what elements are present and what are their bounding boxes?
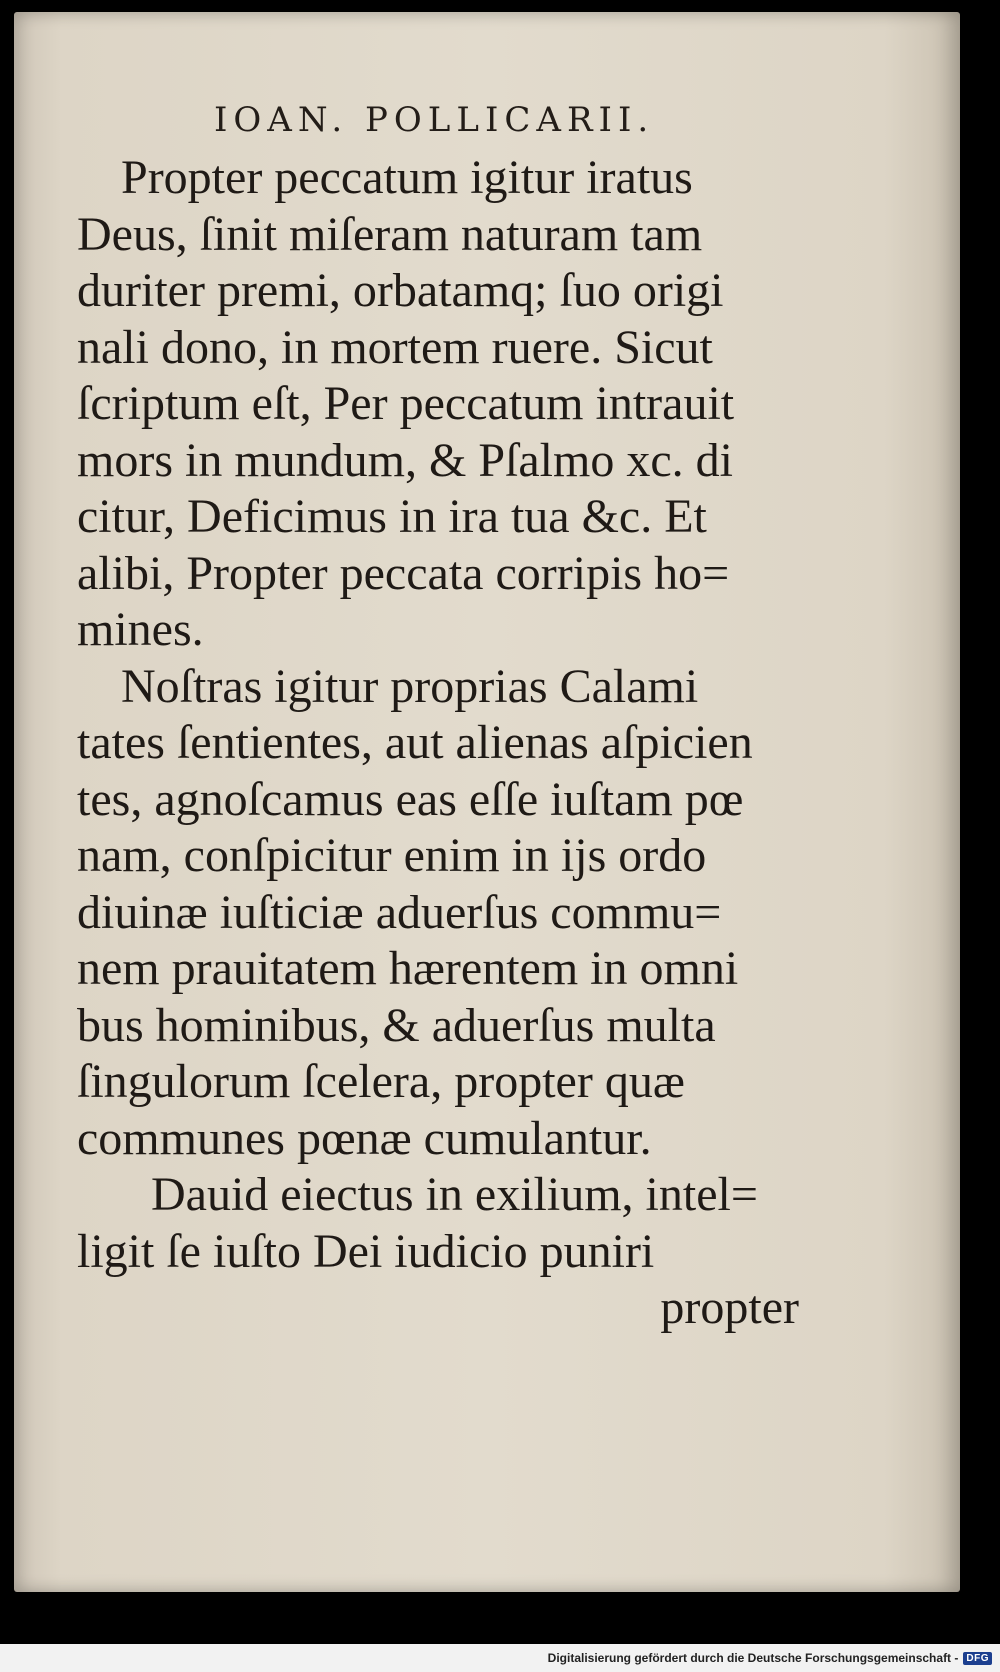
text-line: duriter premi, orbatamq; ſuo origi <box>77 264 724 317</box>
dfg-logo-icon: DFG <box>963 1652 992 1665</box>
text-line: tates ſentientes, aut alienas aſpicien <box>77 716 753 769</box>
text-line: Dauid eiectus in exilium, intel= <box>151 1168 758 1221</box>
text-line: bus hominibus, & aduerſus multa <box>77 998 716 1052</box>
text-line: nali dono, in mortem ruere. Sicut <box>77 320 713 374</box>
text-line: mines. <box>77 603 204 656</box>
text-line: nam, conſpicitur enim in ijs ordo <box>77 829 707 882</box>
text-line: ſcriptum eſt, Per peccatum intrauit <box>77 377 735 430</box>
text-line: tes, agnoſcamus eas eſſe iuſtam pœ <box>77 772 744 826</box>
footer-credit: Digitalisierung gefördert durch die Deutsche Forschungsgemeinschaft - <box>547 1651 959 1665</box>
paragraph-1 <box>77 150 807 659</box>
footer-bar <box>0 1644 1000 1672</box>
text-line: Deus, ſinit miſeram naturam tam <box>77 207 703 261</box>
text-line: alibi, Propter peccata corripis ho= <box>77 546 730 600</box>
text-line: communes pœnæ cumulantur. <box>77 1111 652 1165</box>
body-text <box>77 150 807 1337</box>
text-line: Noſtras igitur proprias Calami <box>121 659 699 713</box>
text-line: mors in mundum, & Pſalmo xc. di <box>77 433 733 487</box>
catchword: propter <box>660 1281 799 1334</box>
text-line: diuinæ iuſticiæ aduerſus commu= <box>77 885 722 939</box>
text-line: citur, Deficimus in ira tua &c. Et <box>77 490 707 543</box>
text-line: ſingulorum ſcelera, propter quæ <box>77 1055 685 1108</box>
text-line: Propter peccatum igitur iratus <box>121 151 693 204</box>
paragraph-3 <box>77 1167 807 1280</box>
paragraph-2 <box>77 659 807 1168</box>
text-line: ligit ſe iuſto Dei iudicio puniri <box>77 1224 655 1278</box>
book-page <box>14 12 960 1592</box>
text-line: nem prauitatem hærentem in omni <box>77 942 739 995</box>
running-head: IOAN. POLLICARII. <box>214 100 655 140</box>
